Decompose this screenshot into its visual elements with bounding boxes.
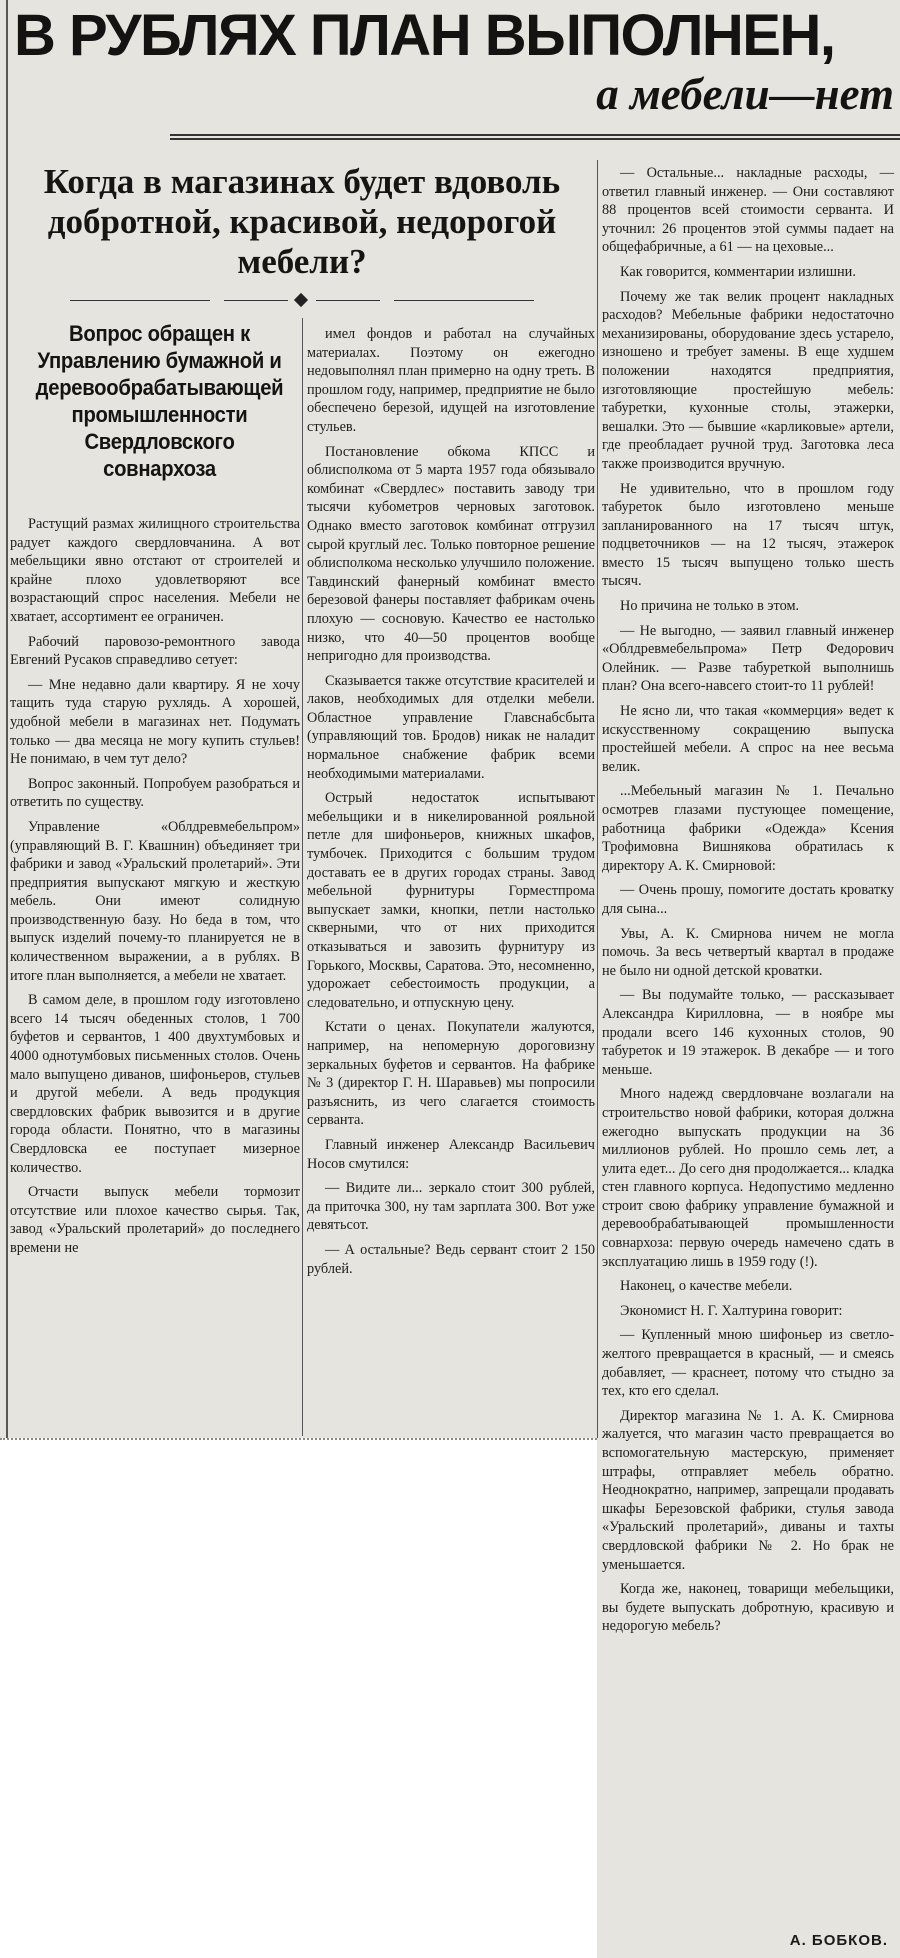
ornament-diamond-icon <box>294 293 308 307</box>
paragraph: Острый недостаток испытывают мебельщики и в никелированной рояльной петле для шифоньеров, книжных шкафов, тумбочек. Приходится с большим трудом доставать ее в других городах страны. Завод мебельной фурнитуры Горместпрома выпускает замки, кнопки, петли настолько скверными, что от них приходится отказываться и завозить фурнитуру из Горького, Москвы, Саратова. Это, несомненно, удорожает себестоимость продукции, а следовательно, и отпускную цену. <box>307 790 595 1011</box>
left-border-rule <box>6 0 8 1438</box>
paragraph: Не удивительно, что в прошлом году табуреток было изготовлено меньше запланированного на 17 тысяч штук, подцветочников — на 12 тысяч, этажерок вместо 15 тысяч выпущено только шесть тысяч. <box>602 480 894 590</box>
column-rule <box>302 318 303 1436</box>
paragraph: Растущий размах жилищного строительства радует каждого свердловчанина. А вот мебельщики явно отстают от строителей и крайне плохо удовлетворяют все возрастающий спрос населения. Мебели не хватает, ассортимент ее ограничен. <box>10 516 300 625</box>
paragraph: Сказывается также отсутствие красителей и лаков, необходимых для отделки мебели. Областное управление Главснабсбыта (управляющий тов. Бродов) никак не наладит нормальное снабжение фабрик всеми необходимыми материалами. <box>307 672 595 782</box>
paragraph: Как говорится, комментарии излишни. <box>620 263 856 280</box>
paragraph: Наконец, о качестве мебели. <box>620 1278 793 1295</box>
paragraph: Но причина не только в этом. <box>620 598 800 615</box>
column-b <box>307 325 595 1284</box>
paragraph: — Мне недавно дали квартиру. Я не хочу тащить туда старую рухлядь. А хорошей, удобной мебели в магазинах нет. Подумать только — два месяца не могу купить стульев! Не понимаю, в чем тут дело? <box>10 676 300 768</box>
rubric: Вопрос обращен к Управлению бумажной и деревообрабатывающей промышленности Свердловского совнархоза <box>35 321 284 481</box>
paragraph: В самом деле, в прошлом году изготовлено всего 14 тысяч обеденных столов, 1 700 буфетов и сервантов, 1 400 двухтумбовых и 4000 однотумбовых письменных столов. Очень мало выпущено диванов, шифоньеров, стульев и другой мебели. А ведь продукция свердловских фабрик вывозится и в другие города области. Понятно, что в магазины Свердловска ее поступает мизерное количество. <box>10 992 300 1176</box>
paragraph: — Купленный мною шифоньер из светло-желтого превращается в красный, — и смеясь добавляет, — краснеет, потому что стыдно за тех, кто его сделал. <box>602 1327 894 1400</box>
paragraph: Не ясно ли, что такая «коммерция» ведет к искусственному сокращению выпуска простейшей мебели. А спрос на нее весьма велик. <box>602 703 894 775</box>
author-signature: А. БОБКОВ. <box>789 1932 888 1949</box>
paragraph: Когда же, наконец, товарищи мебельщики, вы будете выпускать добротную, красивую и недорогую мебель? <box>602 1581 894 1635</box>
paragraph: Отчасти выпуск мебели тормозит отсутствие или плохое качество сырья. Так, завод «Уральский пролетарий» до последнего времени не <box>10 1184 300 1256</box>
headline-sub: а мебели—нет <box>596 69 894 119</box>
ornament-bar <box>394 300 534 301</box>
ornament-divider <box>10 294 594 308</box>
ornament-bar <box>224 300 288 301</box>
ornament-bar <box>316 300 380 301</box>
column-c <box>602 164 894 1642</box>
column-rule <box>597 160 598 1438</box>
headline-rule <box>170 134 900 140</box>
paragraph: имел фондов и работал на случайных материалах. Поэтому он ежегодно недовыполнял план примерно на одну треть. В прошлом году, например, предприятие не было обеспечено березой, идущей на изготовление стульев. <box>307 326 595 435</box>
column-a <box>10 515 300 1264</box>
ornament-bar <box>70 300 210 301</box>
paragraph: — Видите ли... зеркало стоит 300 рублей, да приточка 300, ну там зарплата 300. Вот уже девятьсот. <box>307 1180 595 1234</box>
paragraph: Экономист Н. Г. Халтурина говорит: <box>620 1302 843 1319</box>
paragraph: Много надежд свердловчане возлагали на строительство новой фабрики, которая должна ежегодно выпускать продукции на 36 миллионов рублей. Но прошло семь лет, а улита едет... До сего дня продолжается... кладка стен главного корпуса. Недопустимо медленно строит свою фабрику управление бумажной и деревообрабатывающей промышленности совнархоза: первую очередь намечено сдать в эксплуатацию лишь в 1959 году (!). <box>602 1086 894 1270</box>
subheadline: Когда в магазинах будет вдоволь добротной, красивой, недорогой мебели? <box>43 162 561 281</box>
paragraph: — Остальные... накладные расходы, — ответил главный инженер. — Они составляют 88 процентов всей стоимости серванта. И уточнил: 26 процентов этой суммы падает на общефабричные, а 61 — на цеховые... <box>602 165 894 256</box>
headline: В РУБЛЯХ ПЛАН ВЫПОЛНЕН, <box>14 3 835 68</box>
paragraph: ...Мебельный магазин № 1. Печально осмотрев глазами пустующее помещение, работница фабрики «Одежда» Ксения Трофимовна Вишнякова обратилась к директору А. К. Смирновой: <box>602 783 894 874</box>
clipping-edge <box>0 1438 597 1440</box>
paragraph: Директор магазина № 1. А. К. Смирнова жалуется, что магазин часто превращается во вспомогательную мастерскую, применяет штрафы, отправляет мебель обратно. Неоднократно, например, запрещали продавать шкафы Березовской фабрики, стулья завода «Уральский пролетарий», диваны и тахты свердловской фабрики № 2. Но брак не уменьшается. <box>602 1407 894 1573</box>
paragraph: Постановление обкома КПСС и облисполкома от 5 марта 1957 года обязывало комбинат «Свердлес» поставить заводу три тысячи кубометров черновых заготовок. Однако вместо заготовок комбинат отгрузил сырой круглый лес. Только повторное решение облисполкома несколько улучшило положение. Тавдинский фанерный комбинат вместо березовой фанеры поставляет фабрикам очень плохую — сосновую. Качество ее настолько низко, что 40—50 процентов вообще непригодно для производства. <box>307 443 595 665</box>
paragraph: — Не выгодно, — заявил главный инженер «Облдревмебельпрома» Петр Федорович Олейник. — Разве табуреткой выполнишь план? Она всего-навсего стоит-то 11 рублей! <box>602 622 894 695</box>
paragraph: — Вы подумайте только, — рассказывает Александра Кирилловна, — в ноябре мы продали всего 146 кухонных столов, 90 табуреток и 19 этажерок. В декабре — и того меньше. <box>602 987 894 1078</box>
paragraph: Управление «Облдревмебельпром» (управляющий В. Г. Квашнин) объединяет три фабрики и завод «Уральский пролетарий». Эти предприятия выпускают мягкую и жесткую мебель. Они имеют солидную производственную базу. Но беда в том, что выпуск изделий почему-то планируется не в количественном выражении, а в рублях. В итоге план выполняется, а мебели не хватает. <box>10 818 300 984</box>
paragraph: — А остальные? Ведь сервант стоит 2 150 рублей. <box>307 1241 595 1277</box>
paragraph: Увы, А. К. Смирнова ничем не могла помочь. За весь четвертый квартал в продаже не было ни одной детской кроватки. <box>602 925 894 979</box>
paragraph: Вопрос законный. Попробуем разобраться и ответить по существу. <box>10 775 300 811</box>
paragraph: Кстати о ценах. Покупатели жалуются, например, на непомерную дороговизну зеркальных буфетов и сервантов. На фабрике № 3 (директор Г. Н. Шаравьев) мы попросили разъяснить, из чего слагается стоимость серванта. <box>307 1019 595 1129</box>
paragraph: — Очень прошу, помогите достать кроватку для сына... <box>602 882 894 917</box>
paragraph: Рабочий паровозо-ремонтного завода Евгений Русаков справедливо сетует: <box>10 633 300 669</box>
paragraph: Главный инженер Александр Васильевич Носов смутился: <box>307 1136 595 1172</box>
paragraph: Почему же так велик процент накладных расходов? Мебельные фабрики недостаточно механизированы, оборудование здесь устарело, изношено и требует замены. В еще худшем положении находятся предприятия, изготовляющие простейшую мебель: табуретки, кухонные столы, этажерки, вешалки. Это — бывшие «карликовые» артели, где преобладает ручной труд. Заготовка леса также производится вручную. <box>602 288 894 472</box>
